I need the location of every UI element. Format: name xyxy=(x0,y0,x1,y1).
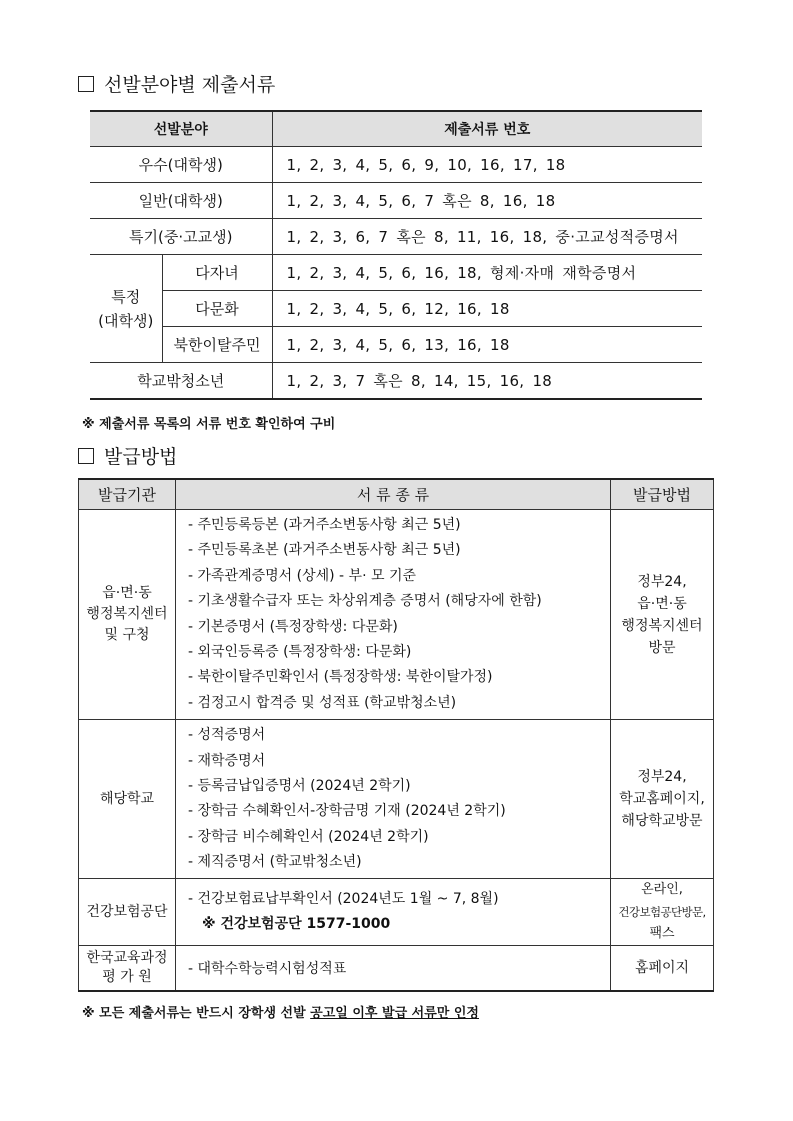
doc-item: - 외국인등록증 (특정장학생: 다문화) xyxy=(188,643,412,660)
method-cell xyxy=(611,879,714,946)
method-line: 온라인, xyxy=(641,882,683,898)
special-field-cell xyxy=(90,255,162,363)
table-header-row xyxy=(90,111,702,147)
subfield-cell: 다자녀 xyxy=(162,255,272,291)
section1-heading xyxy=(78,70,275,97)
doc-item: - 가족관계증명서 (상세) - 부· 모 기준 xyxy=(188,567,416,584)
table-row xyxy=(90,363,702,400)
table-row xyxy=(79,946,714,992)
docs-cell: - 대학수학능력시험성적표 xyxy=(176,946,611,992)
org-cell: 건강보험공단 xyxy=(79,879,176,946)
method-line: 방문 xyxy=(648,639,676,656)
doc-item: - 검정고시 합격증 및 성적표 (학교밖청소년) xyxy=(188,694,457,711)
header-docs: 서 류 종 류 xyxy=(176,479,611,510)
field-cell: 우수(대학생) xyxy=(90,147,272,183)
checkbox-square-icon xyxy=(78,448,94,464)
doc-item: - 등록금납입증명서 (2024년 2학기) xyxy=(188,777,411,794)
doc-item: - 기초생활수급자 또는 차상위계층 증명서 (해당자에 한함) xyxy=(188,593,542,610)
table-row xyxy=(79,720,714,879)
header-org: 발급기관 xyxy=(79,479,176,510)
phone-note: ※ 건강보험공단 1577-1000 xyxy=(202,916,391,933)
table-row xyxy=(79,879,714,946)
field-cell: 일반(대학생) xyxy=(90,183,272,219)
method-line: 해당학교방문 xyxy=(621,813,703,830)
section1-note: ※ 제출서류 목록의 서류 번호 확인하여 구비 xyxy=(82,417,336,432)
org-line: 읍·면·동 xyxy=(102,585,152,602)
org-cell xyxy=(79,510,176,720)
docs-cell: 1, 2, 3, 4, 5, 6, 13, 16, 18 xyxy=(272,327,702,363)
checkbox-square-icon xyxy=(78,76,94,92)
submission-docs-table xyxy=(90,110,702,400)
method-cell xyxy=(611,720,714,879)
table-row xyxy=(90,147,702,183)
org-cell xyxy=(79,946,176,992)
special-label-line2: (대학생) xyxy=(98,311,154,330)
table-row xyxy=(90,219,702,255)
method-line: 학교홈페이지, xyxy=(619,791,705,808)
method-line: 팩스 xyxy=(649,926,675,942)
method-line: 정부24, xyxy=(637,573,687,590)
method-cell xyxy=(611,510,714,720)
org-cell: 해당학교 xyxy=(79,720,176,879)
table-row xyxy=(90,183,702,219)
doc-item: - 주민등록등본 (과거주소변동사항 최근 5년) xyxy=(188,517,461,533)
doc-item: - 제직증명서 (학교밖청소년) xyxy=(188,854,362,871)
docs-cell: 1, 2, 3, 6, 7 혹은 8, 11, 16, 18, 중·고교성적증명서 xyxy=(272,219,702,255)
org-line: 평 가 원 xyxy=(102,969,152,986)
doc-item: - 북한이탈주민확인서 (특정장학생: 북한이탈가정) xyxy=(188,669,493,686)
table-row xyxy=(90,291,702,327)
docs-cell: 1, 2, 3, 7 혹은 8, 14, 15, 16, 18 xyxy=(272,363,702,400)
subfield-cell: 북한이탈주민 xyxy=(162,327,272,363)
header-method: 발급방법 xyxy=(611,479,714,510)
section2-note xyxy=(82,1002,479,1021)
table-header-row xyxy=(79,479,714,510)
section1-title: 선발분야별 제출서류 xyxy=(104,74,276,96)
docs-cell: 1, 2, 3, 4, 5, 6, 16, 18, 형제·자매 재학증명서 xyxy=(272,255,702,291)
docs-cell xyxy=(176,510,611,720)
doc-item: - 기본증명서 (특정장학생: 다문화) xyxy=(188,618,398,635)
org-line: 및 구청 xyxy=(104,627,150,644)
note-prefix: ※ 모든 제출서류는 반드시 장학생 선발 xyxy=(82,1006,306,1021)
method-line: 행정복지센터 xyxy=(621,617,703,634)
docs-cell xyxy=(176,879,611,946)
table-row xyxy=(90,255,702,291)
field-cell: 학교밖청소년 xyxy=(90,363,272,400)
docs-cell: 1, 2, 3, 4, 5, 6, 7 혹은 8, 16, 18 xyxy=(272,183,702,219)
section2-heading xyxy=(78,442,177,469)
field-cell: 특기(중·고교생) xyxy=(90,219,272,255)
doc-item: - 주민등록초본 (과거주소변동사항 최근 5년) xyxy=(188,542,461,559)
docs-cell: 1, 2, 3, 4, 5, 6, 12, 16, 18 xyxy=(272,291,702,327)
docs-cell: 1, 2, 3, 4, 5, 6, 9, 10, 16, 17, 18 xyxy=(272,147,702,183)
doc-item: - 장학금 비수혜확인서 (2024년 2학기) xyxy=(188,828,429,845)
table-row xyxy=(90,327,702,363)
doc-item: - 건강보험료납부확인서 (2024년도 1월 ~ 7, 8월) xyxy=(188,891,499,908)
section2-title: 발급방법 xyxy=(104,446,178,468)
header-docs: 제출서류 번호 xyxy=(272,111,702,147)
doc-item: - 재학증명서 xyxy=(188,752,266,769)
method-line: 정부24, xyxy=(637,769,687,786)
method-line: 건강보험공단방문, xyxy=(618,905,706,920)
note-underlined: 공고일 이후 발급 서류만 인정 xyxy=(310,1006,479,1021)
special-label-line1: 특정 xyxy=(111,287,141,306)
header-field: 선발분야 xyxy=(90,111,272,147)
org-line: 행정복지센터 xyxy=(86,606,168,623)
method-cell: 홈페이지 xyxy=(611,946,714,992)
subfield-cell: 다문화 xyxy=(162,291,272,327)
table-row xyxy=(79,510,714,720)
doc-item: - 장학금 수혜확인서-장학금명 기재 (2024년 2학기) xyxy=(188,803,506,820)
docs-cell xyxy=(176,720,611,879)
method-line: 읍·면·동 xyxy=(637,595,687,612)
org-line: 한국교육과정 xyxy=(86,950,168,967)
doc-item: - 성적증명서 xyxy=(188,727,266,744)
issuance-method-table xyxy=(78,478,714,992)
